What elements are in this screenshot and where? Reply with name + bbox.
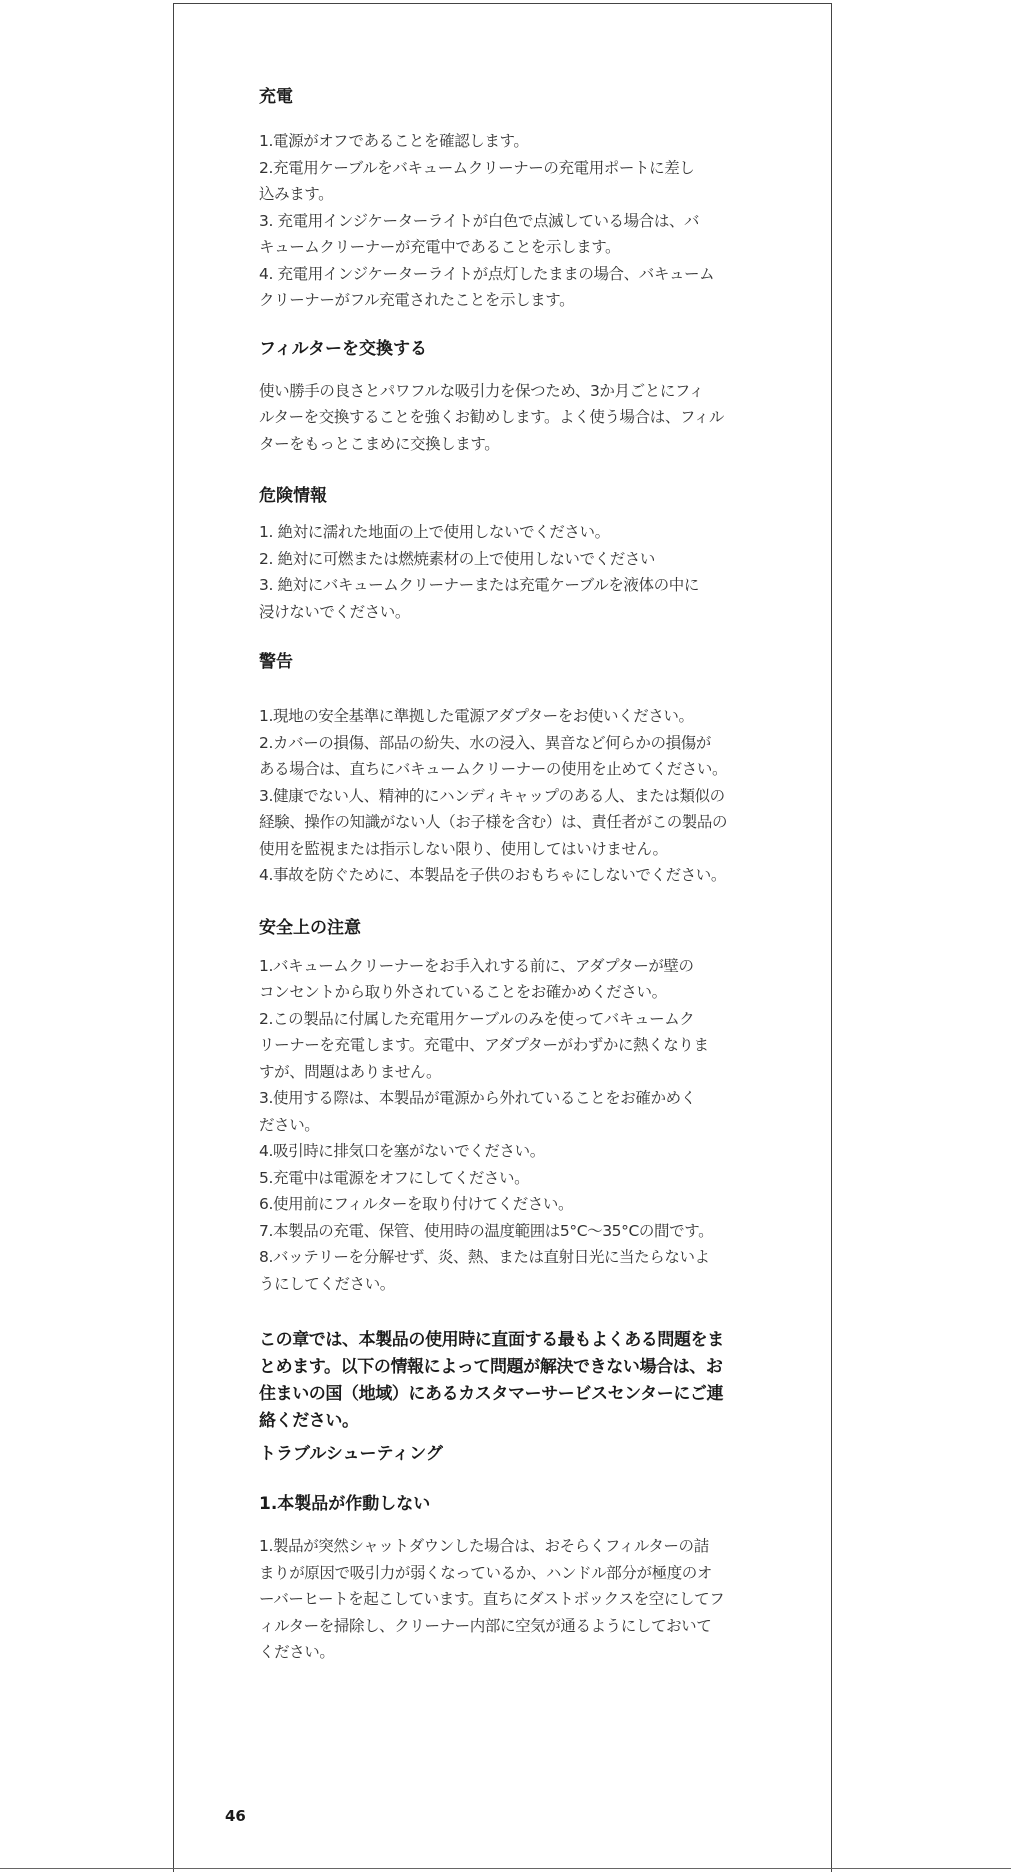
warning-heading: 警告 <box>259 652 293 672</box>
chapter-intro-line: とめます。以下の情報によって問題が解決できない場合は、お <box>259 1357 723 1377</box>
chapter-intro <box>259 1327 759 1435</box>
warning-line: 3.健康でない人、精神的にハンディキャップのある人、または類似の <box>259 786 725 805</box>
filter-line: ターをもっとこまめに交換します。 <box>259 434 500 453</box>
issue-line: 1.製品が突然シャットダウンした場合は、おそらくフィルターの詰 <box>259 1537 709 1555</box>
safety-line: リーナーを充電します。充電中、アダプターがわずかに熱くなりま <box>259 1036 709 1054</box>
charging-line: クリーナーがフル充電されたことを示します。 <box>259 291 575 309</box>
bottom-rule <box>0 1868 1011 1869</box>
chapter-intro-line: この章では、本製品の使用時に直面する最もよくある問題をま <box>259 1330 724 1350</box>
chapter-intro-line: 絡ください。 <box>259 1411 359 1431</box>
charging-line: 2.充電用ケーブルをバキュームクリーナーの充電用ポートに差し <box>259 158 695 177</box>
warning-line: 1.現地の安全基準に準拠した電源アダプターをお使いください。 <box>259 707 694 725</box>
danger-line: 3. 絶対にバキュームクリーナーまたは充電ケーブルを液体の中に <box>259 576 699 594</box>
filter-body <box>259 378 759 458</box>
issue-line: ィルターを掃除し、クリーナー内部に空気が通るようにしておいて <box>259 1616 712 1635</box>
safety-line: 8.バッテリーを分解せず、炎、熱、または直射日光に当たらないよ <box>259 1248 710 1266</box>
charging-line: 3. 充電用インジケーターライトが白色で点滅している場合は、バ <box>259 211 700 230</box>
page-content <box>259 86 759 1666</box>
safety-line: コンセントから取り外されていることをお確かめください。 <box>259 983 667 1001</box>
danger-heading: 危険情報 <box>259 486 327 506</box>
safety-line: 1.バキュームクリーナーをお手入れする前に、アダプターが壁の <box>259 956 694 975</box>
issue-body <box>259 1533 759 1666</box>
warning-line: 4.事故を防ぐために、本製品を子供のおもちゃにしないでください。 <box>259 866 726 884</box>
charging-body <box>259 128 759 314</box>
danger-body <box>259 519 759 625</box>
safety-body <box>259 953 759 1298</box>
troubleshooting-heading: トラブルシューティング <box>259 1444 443 1464</box>
issue-line: まりが原因で吸引力が弱くなっているか、ハンドル部分が極度のオ <box>259 1563 713 1582</box>
warning-line: ある場合は、直ちにバキュームクリーナーの使用を止めてください。 <box>259 760 728 778</box>
warning-line: 経験、操作の知識がない人（お子様を含む）は、責任者がこの製品の <box>259 813 728 831</box>
issue-line: ーバーヒートを起こしています。直ちにダストボックスを空にしてフ <box>259 1590 725 1608</box>
issue-line: ください。 <box>259 1643 335 1661</box>
filter-heading: フィルターを交換する <box>259 338 427 359</box>
danger-line: 1. 絶対に濡れた地面の上で使用しないでください。 <box>259 523 610 541</box>
safety-line: うにしてください。 <box>259 1274 395 1293</box>
warning-line: 2.カバーの損傷、部品の紛失、水の浸入、異音など何らかの損傷が <box>259 733 711 752</box>
filter-line: 使い勝手の良さとパワフルな吸引力を保つため、3か月ごとにフィ <box>259 381 704 400</box>
safety-line: 5.充電中は電源をオフにしてください。 <box>259 1168 530 1187</box>
safety-line: ださい。 <box>259 1115 320 1134</box>
charging-line: 4. 充電用インジケーターライトが点灯したままの場合、バキューム <box>259 264 715 283</box>
safety-line: すが、問題はありません。 <box>259 1062 442 1081</box>
safety-line: 4.吸引時に排気口を塞がないでください。 <box>259 1142 545 1160</box>
issue-heading: 1.本製品が作動しない <box>259 1494 431 1514</box>
safety-line: 7.本製品の充電、保管、使用時の温度範囲は5°C～35°Cの間です。 <box>259 1221 714 1240</box>
charging-line: 1.電源がオフであることを確認します。 <box>259 132 529 150</box>
danger-line: 2. 絶対に可燃または燃焼素材の上で使用しないでください <box>259 549 656 568</box>
charging-line: キュームクリーナーが充電中であることを示します。 <box>259 238 621 256</box>
safety-heading: 安全上の注意 <box>259 917 361 938</box>
filter-line: ルターを交換することを強くお勧めします。よく使う場合は、フィル <box>259 408 725 426</box>
safety-line: 2.この製品に付属した充電用ケーブルのみを使ってバキュームク <box>259 1009 695 1028</box>
charging-line: 込みます。 <box>259 185 334 203</box>
safety-line: 3.使用する際は、本製品が電源から外れていることをお確かめく <box>259 1089 696 1107</box>
warning-line: 使用を監視または指示しない限り、使用してはいけません。 <box>259 839 668 858</box>
warning-body <box>259 703 759 889</box>
charging-heading: 充電 <box>259 87 293 107</box>
chapter-intro-line: 住まいの国（地域）にあるカスタマーサービスセンターにご連 <box>259 1384 724 1404</box>
safety-line: 6.使用前にフィルターを取り付けてください。 <box>259 1195 574 1213</box>
page-number: 46 <box>225 1807 246 1825</box>
danger-line: 浸けないでください。 <box>259 602 411 621</box>
